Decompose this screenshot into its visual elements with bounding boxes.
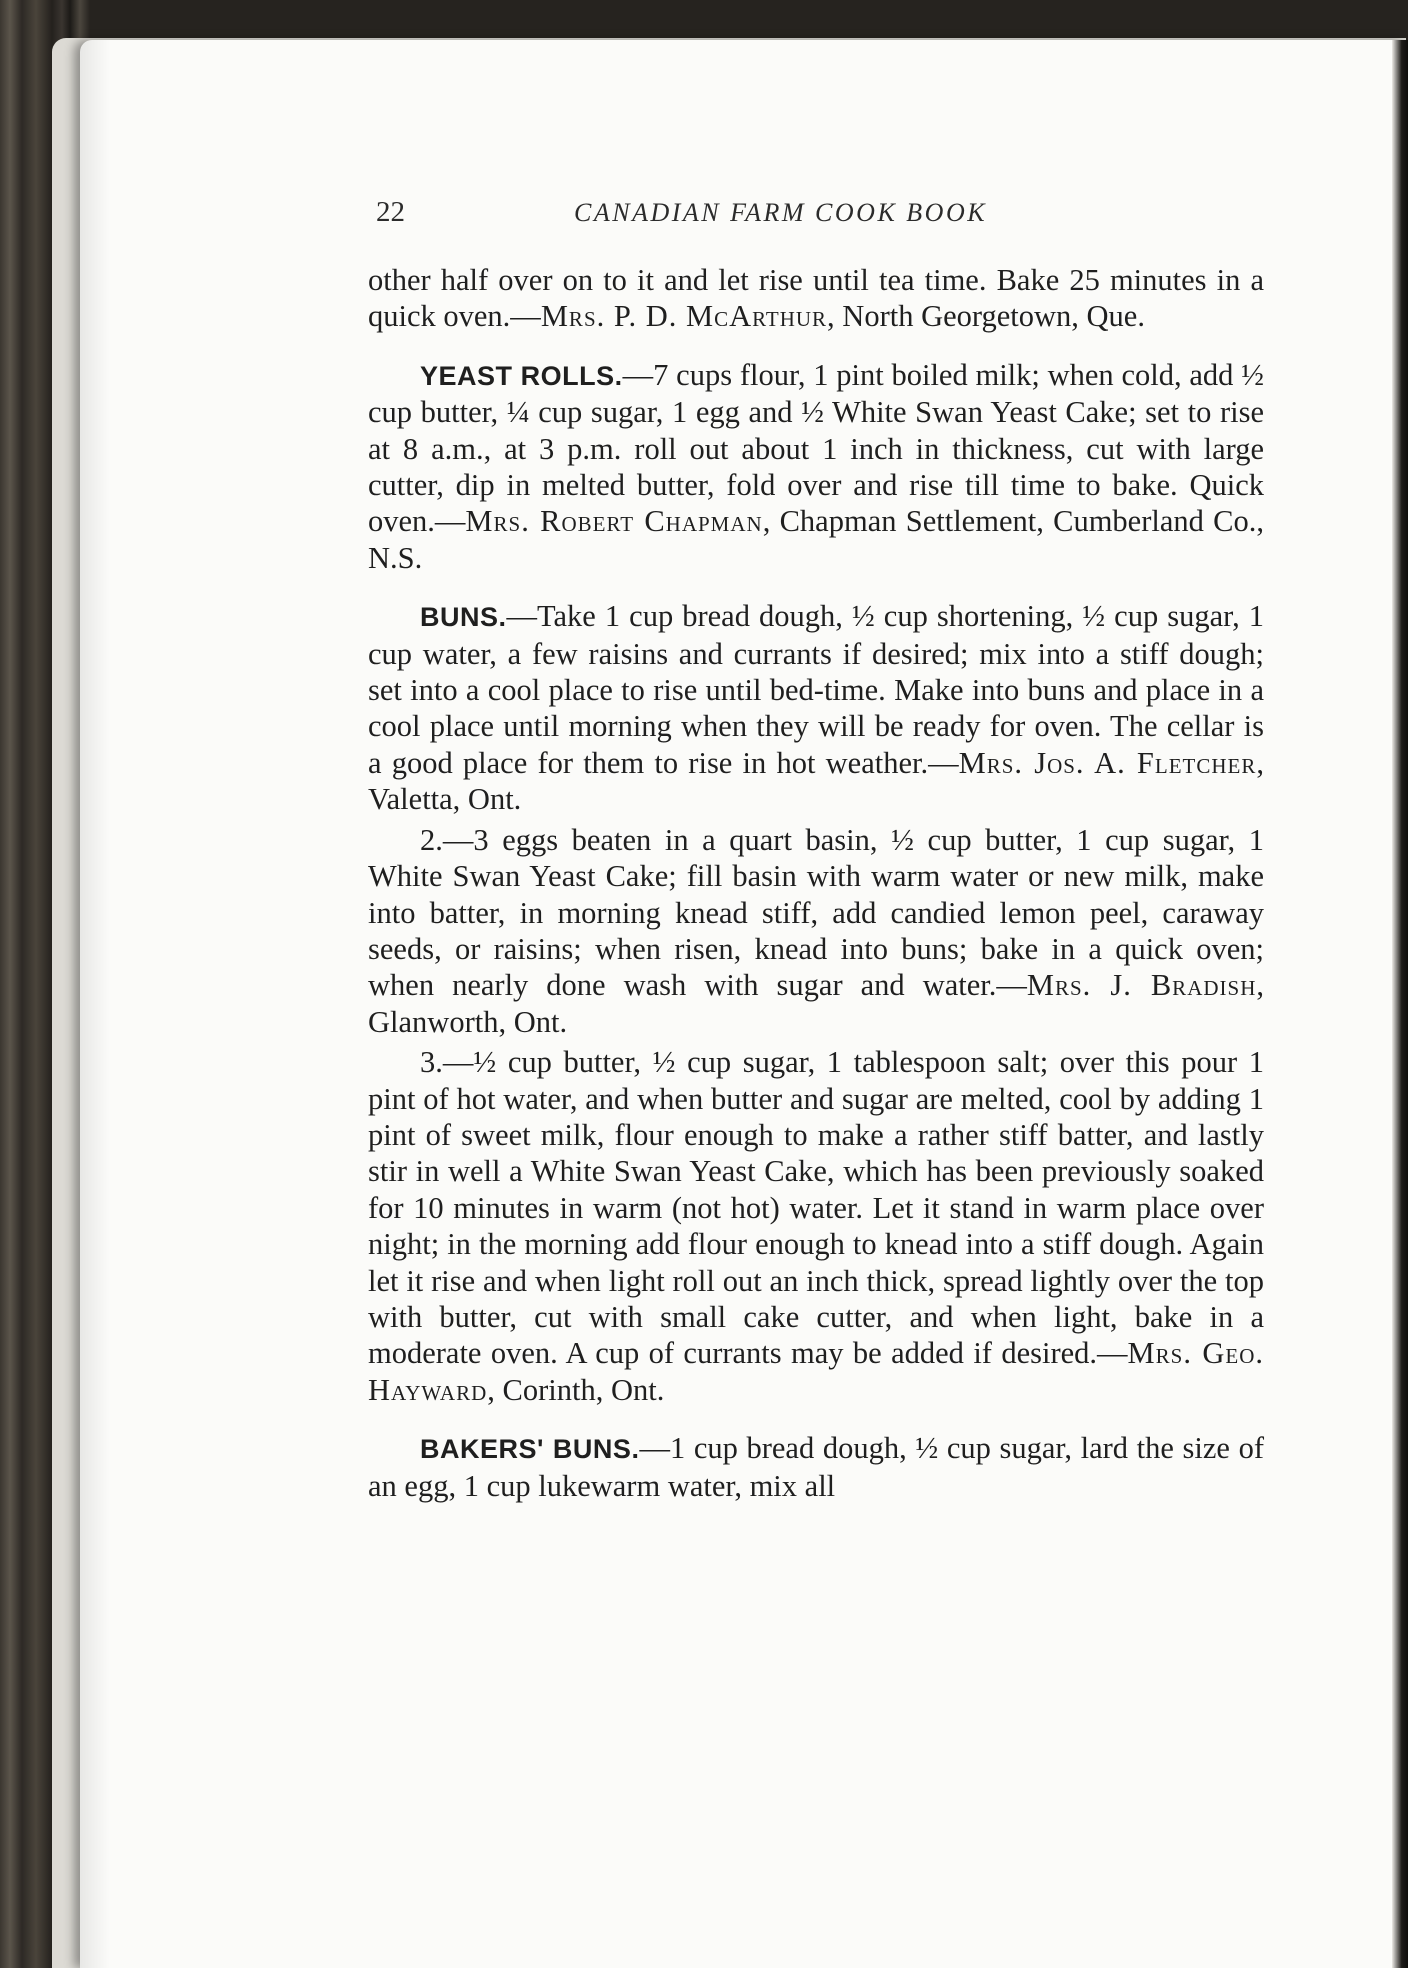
right-page-edge (1392, 40, 1408, 1968)
recipe-buns-variant-2 (368, 822, 1264, 1040)
recipe-location: , Valetta, Ont. (368, 745, 1264, 817)
recipe-text: —1 cup bread dough, ½ cup sugar, lard the size of an egg, 1 cup lukewarm water, mix all (368, 1431, 1264, 1503)
running-title: CANADIAN FARM COOK BOOK (574, 198, 988, 227)
recipe-title: BUNS. (420, 602, 507, 633)
variant-author: Mrs. J. Bradish (1026, 968, 1257, 1003)
recipe-bakers-buns (368, 1430, 1264, 1504)
recipe-buns-variant-3 (368, 1044, 1264, 1408)
recipe-text: —7 cups flour, 1 pint boiled milk; when cold, add ½ cup butter, ¼ cup sugar, 1 egg and ½ White Swan Yeast Cake; set to rise at 8 a.m., at 3 p.m. roll out about 1 inch in thickness, cut with large cutter, dip in melted butter, fold over and rise till time to bake. Quick oven.— (368, 357, 1265, 539)
variant-text: 2.—3 eggs beaten in a quart basin, ½ cup butter, 1 cup sugar, 1 White Swan Yeast Cake; fill basin with warm water or new milk, make into batter, in morning knead stiff, add candied lemon peel, caraway seeds, or raisins; when risen, knead into buns; bake in a quick oven; when nearly done wash with sugar and water.— (368, 822, 1264, 1003)
continuation-text: other half over on to it and let rise until tea time. Bake 25 minutes in a quick oven.— (368, 263, 1264, 334)
variant-location: , Corinth, Ont. (487, 1372, 665, 1407)
page-number: 22 (376, 196, 405, 228)
recipe-author: Mrs. Robert Chapman (465, 504, 763, 539)
recipe-text: —Take 1 cup bread dough, ½ cup shortening, ½ cup sugar, 1 cup water, a few raisins and currants if desired; mix into a stiff dough; set into a cool place to rise until bed-time. Make into buns and place in a cool place until morning when they will be ready for oven. The cellar is a good place for them to rise in hot weather.— (368, 599, 1264, 780)
recipe-yeast-rolls (368, 357, 1264, 576)
continuation-author: Mrs. P. D. McArthur (540, 299, 828, 334)
recipe-title: YEAST ROLLS. (420, 360, 623, 391)
continuation-location: , North Georgetown, Que. (827, 299, 1145, 334)
recipe-location: , Chapman Settlement, Cumberland Co., N.S. (368, 504, 1264, 575)
continuation-paragraph (368, 262, 1264, 335)
page-gutter-shadow (80, 40, 110, 1968)
recipe-buns (368, 598, 1264, 817)
variant-text: 3.—½ cup butter, ½ cup sugar, 1 tablespoon salt; over this pour 1 pint of hot water, and when butter and sugar are melted, cool by adding 1 pint of sweet milk, flour enough to make a rather stiff batter, and lastly stir in well a White Swan Yeast Cake, which has been previously soaked for 10 minutes in warm (not hot) water. Let it stand in warm place over night; in the morning add flour enough to knead into a stiff dough. Again let it rise and when light roll out an inch thick, spread lightly over the top with butter, cut with small cake cutter, and when light, bake in a moderate oven. A cup of currants may be added if desired.— (368, 1045, 1264, 1371)
page-body (368, 262, 1264, 1504)
recipe-author: Mrs. Jos. A. Fletcher (958, 745, 1257, 780)
page-header (376, 196, 1068, 236)
recipe-title: BAKERS' BUNS. (420, 1434, 640, 1465)
variant-location: , Glanworth, Ont. (368, 968, 1264, 1039)
variant-author: Mrs. Geo. Hayward (368, 1336, 1265, 1407)
